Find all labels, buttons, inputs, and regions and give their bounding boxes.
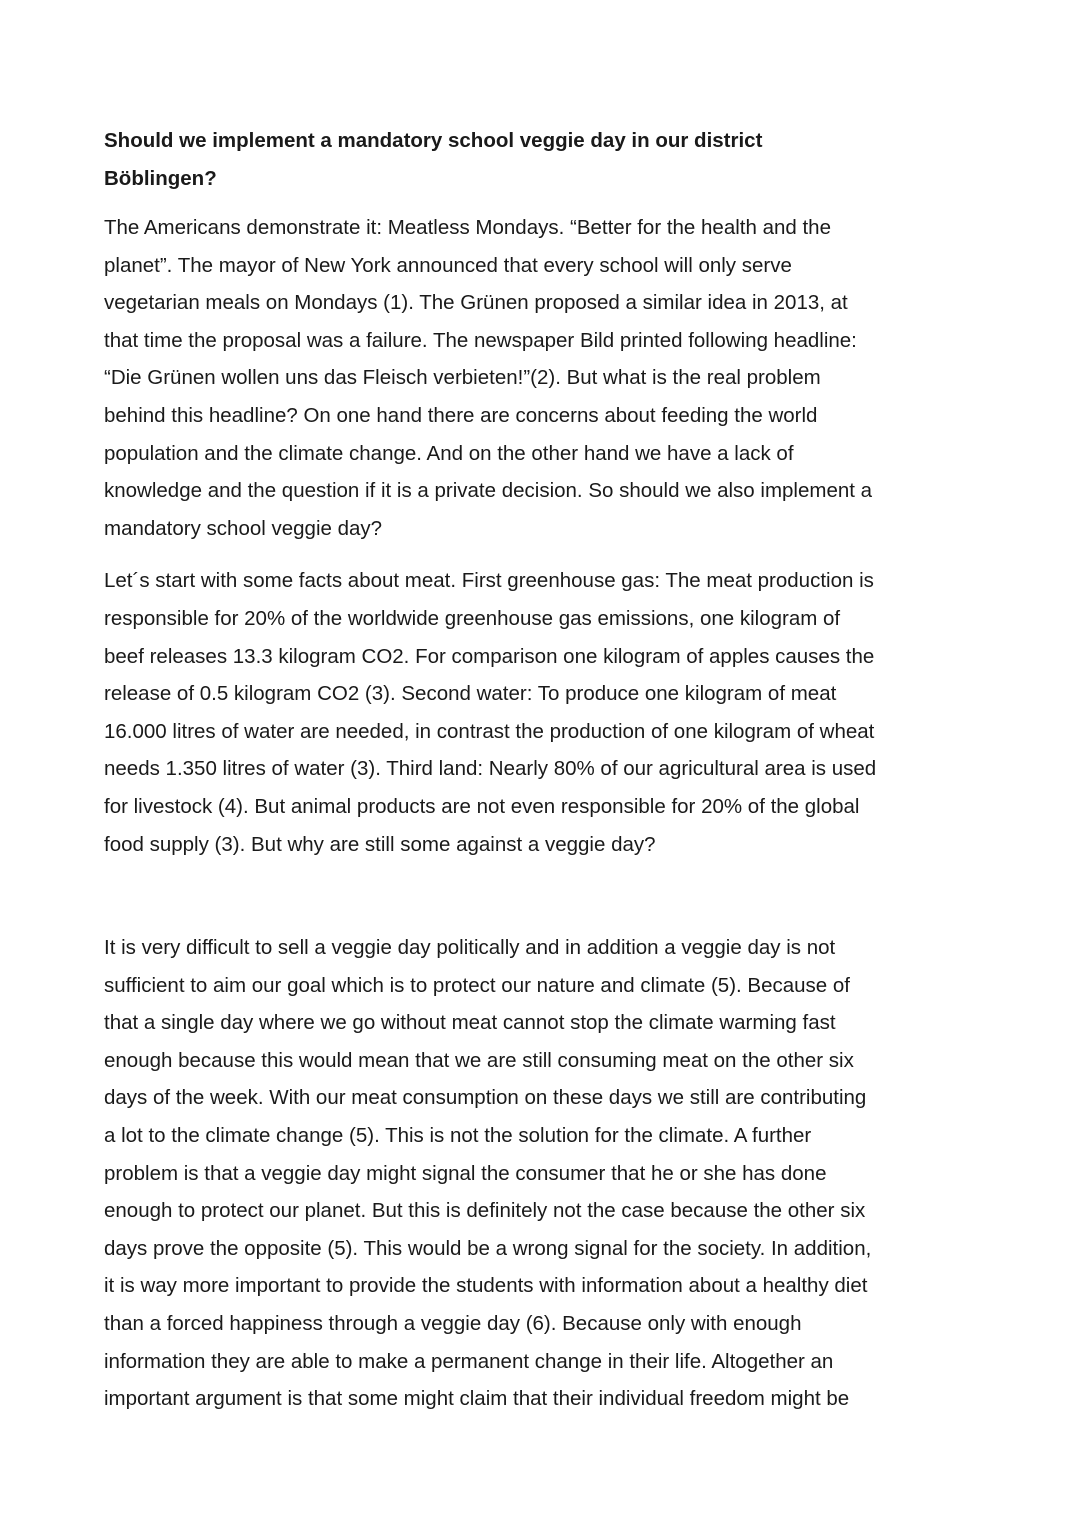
- paragraph-meat-facts: Let´s start with some facts about meat. First greenhouse gas: The meat production is responsible for 20% of the worldwide greenhouse gas emissions, one kilogram of beef releases 13.3 kilogram CO2. For comparison one kilogram of apples causes the release of 0.5 kilogram CO2 (3). Second water: To produce one kilogram of meat 16.000 litres of water are needed, in contrast the production of one kilogram of wheat needs 1.350 litres of water (3). Third land: Nearly 80% of our agricultural area is used for livestock (4). But animal products are not even responsible for 20% of the global food supply (3). But why are still some against a veggie day?: [104, 569, 877, 856]
- paragraph-intro: The Americans demonstrate it: Meatless Mondays. “Better for the health and the planet”. The mayor of New York announced that every school will only serve vegetarian meals on Mondays (1). The Grünen proposed a similar idea in 2013, at that time the proposal was a failure. The newspaper Bild printed following headline: “Die Grünen wollen uns das Fleisch verbieten!”(2). But what is the real problem behind this headline? On one hand there are concerns about feeding the world population and the climate change. And on the other hand we have a lack of knowledge and the question if it is a private decision. So should we also implement a mandatory school veggie day?: [104, 216, 873, 540]
- paragraph-counterarguments: It is very difficult to sell a veggie day politically and in addition a veggie day is not sufficient to aim our goal which is to protect our nature and climate (5). Because of that a single day where we go without meat cannot stop the climate warming fast enough because this would mean that we are still consuming meat on the other six days of the week. With our meat consumption on these days we still are contributing a lot to the climate change (5). This is not the solution for the climate. A further problem is that a veggie day might signal the consumer that he or she has done enough to protect our planet. But this is definitely not the case because the other six days prove the opposite (5). This would be a wrong signal for the society. In addition, it is way more important to provide the students with information about a healthy diet than a forced happiness through a veggie day (6). Because only with enough information they are able to make a permanent change in their life. Altogether an important argument is that some might claim that their individual freedom might be: [104, 936, 872, 1411]
- document-title: Should we implement a mandatory school veggie day in our district Böblingen?: [104, 129, 763, 190]
- document-page: [104, 122, 944, 1418]
